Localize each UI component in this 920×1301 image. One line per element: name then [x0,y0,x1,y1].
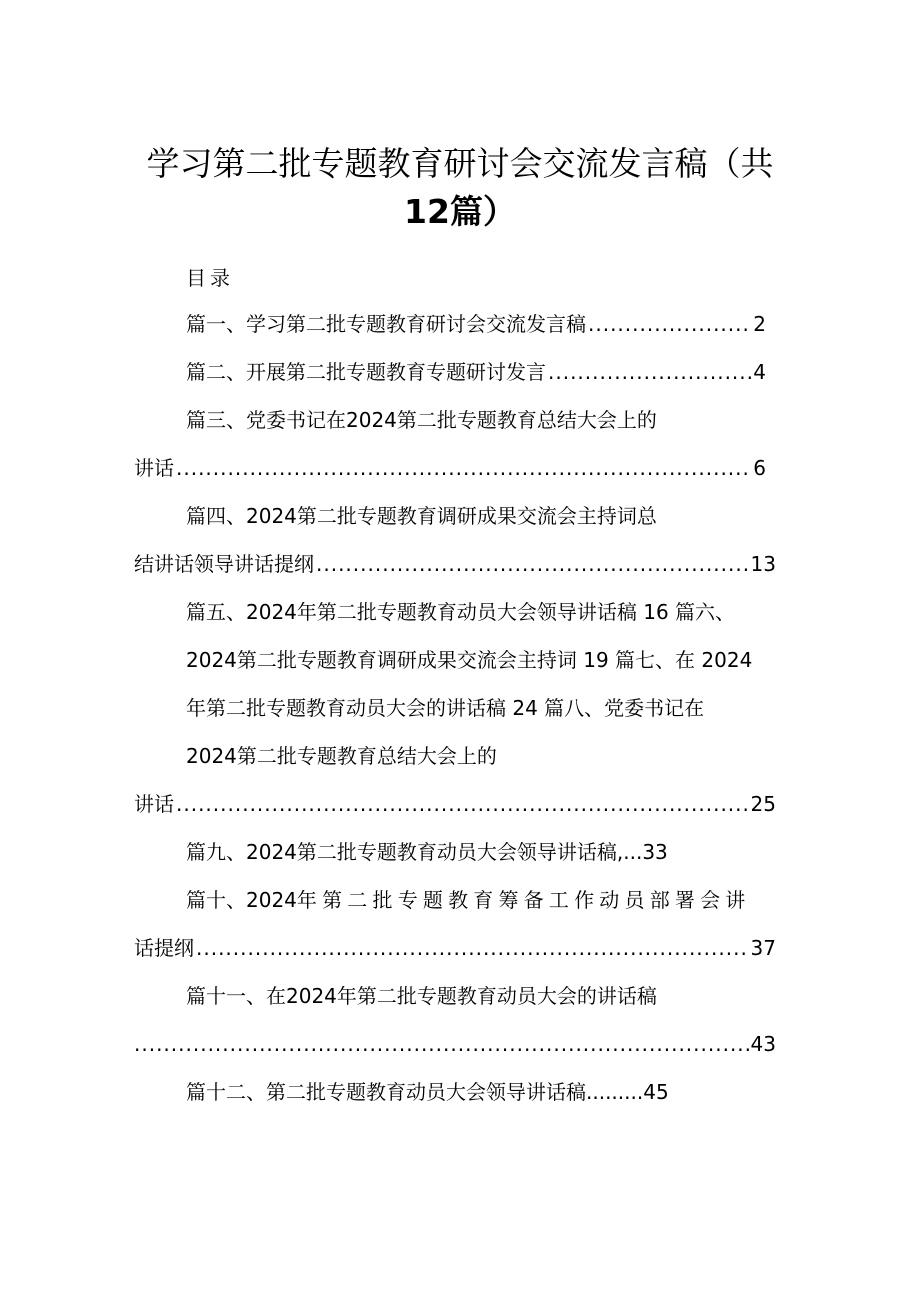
toc-page-number: 25 [750,792,776,816]
toc-entry-6-7-line[interactable]: 2024第二批专题教育调研成果交流会主持词 19 篇七、在 2024 [186,648,753,672]
toc-entry-7-8-line[interactable]: 年第二批专题教育动员大会的讲话稿 24 篇八、党委书记在 [186,696,705,720]
toc-entry-text: 讲话 [134,792,174,816]
toc-entry-4-line-2[interactable] [134,549,776,579]
toc-page-number: 6 [753,456,766,480]
toc-page-number: 2 [753,312,766,336]
toc-entry-text: 年第二批专题教育筹备工作动员部署会讲 [296,888,751,912]
toc-entry-3-line-2[interactable] [134,453,766,483]
document-title-line-2: 12篇） [404,192,516,231]
toc-entry-10-line-2[interactable] [134,933,776,963]
toc-entry-8-line[interactable]: 2024第二批专题教育总结大会上的 [186,744,497,768]
toc-entry-10-line-1[interactable] [186,885,751,915]
toc-entry-12[interactable]: 篇十二、第二批专题教育动员大会领导讲话稿.........45 [186,1080,669,1104]
toc-entry-text: 篇一、学习第二批专题教育研讨会交流发言稿 [186,312,586,336]
toc-entry-11-line-1[interactable]: 篇十一、在2024年第二批专题教育动员大会的讲话稿 [186,984,657,1008]
toc-leader-dots [548,357,751,387]
toc-entry-5-6-line[interactable]: 篇五、2024年第二批专题教育动员大会领导讲话稿 16 篇六、 [186,600,736,624]
document-title-line-1: 学习第二批专题教育研讨会交流发言稿（共 [146,144,774,183]
toc-entry-1[interactable] [186,309,766,339]
toc-leader-dots [134,1029,749,1059]
toc-leader-dots [588,309,751,339]
toc-leader-dots [316,549,749,579]
toc-page-number: 43 [750,1032,776,1056]
toc-entry-11-line-2[interactable] [134,1029,776,1059]
toc-leader-dots [176,453,751,483]
toc-entry-text: 话提纲 [134,936,194,960]
toc-entry-8-line-2[interactable] [134,789,776,819]
toc-entry-text: 篇十、2024 [186,888,297,912]
toc-entry-9[interactable]: 篇九、2024第二批专题教育动员大会领导讲话稿,...33 [186,840,668,864]
toc-entry-text: 讲话 [134,456,174,480]
toc-entry-2[interactable] [186,357,766,387]
toc-heading: 目录 [186,266,234,290]
toc-leader-dots [196,933,749,963]
toc-entry-3-line-1[interactable]: 篇三、党委书记在2024第二批专题教育总结大会上的 [186,408,657,432]
toc-leader-dots [176,789,749,819]
toc-entry-4-line-1[interactable]: 篇四、2024第二批专题教育调研成果交流会主持词总 [186,504,657,528]
toc-page-number: 4 [753,360,766,384]
toc-entry-text: 篇二、开展第二批专题教育专题研讨发言 [186,360,546,384]
toc-entry-text: 结讲话领导讲话提纲 [134,552,314,576]
toc-page-number: 13 [750,552,776,576]
toc-page-number: 37 [750,936,776,960]
